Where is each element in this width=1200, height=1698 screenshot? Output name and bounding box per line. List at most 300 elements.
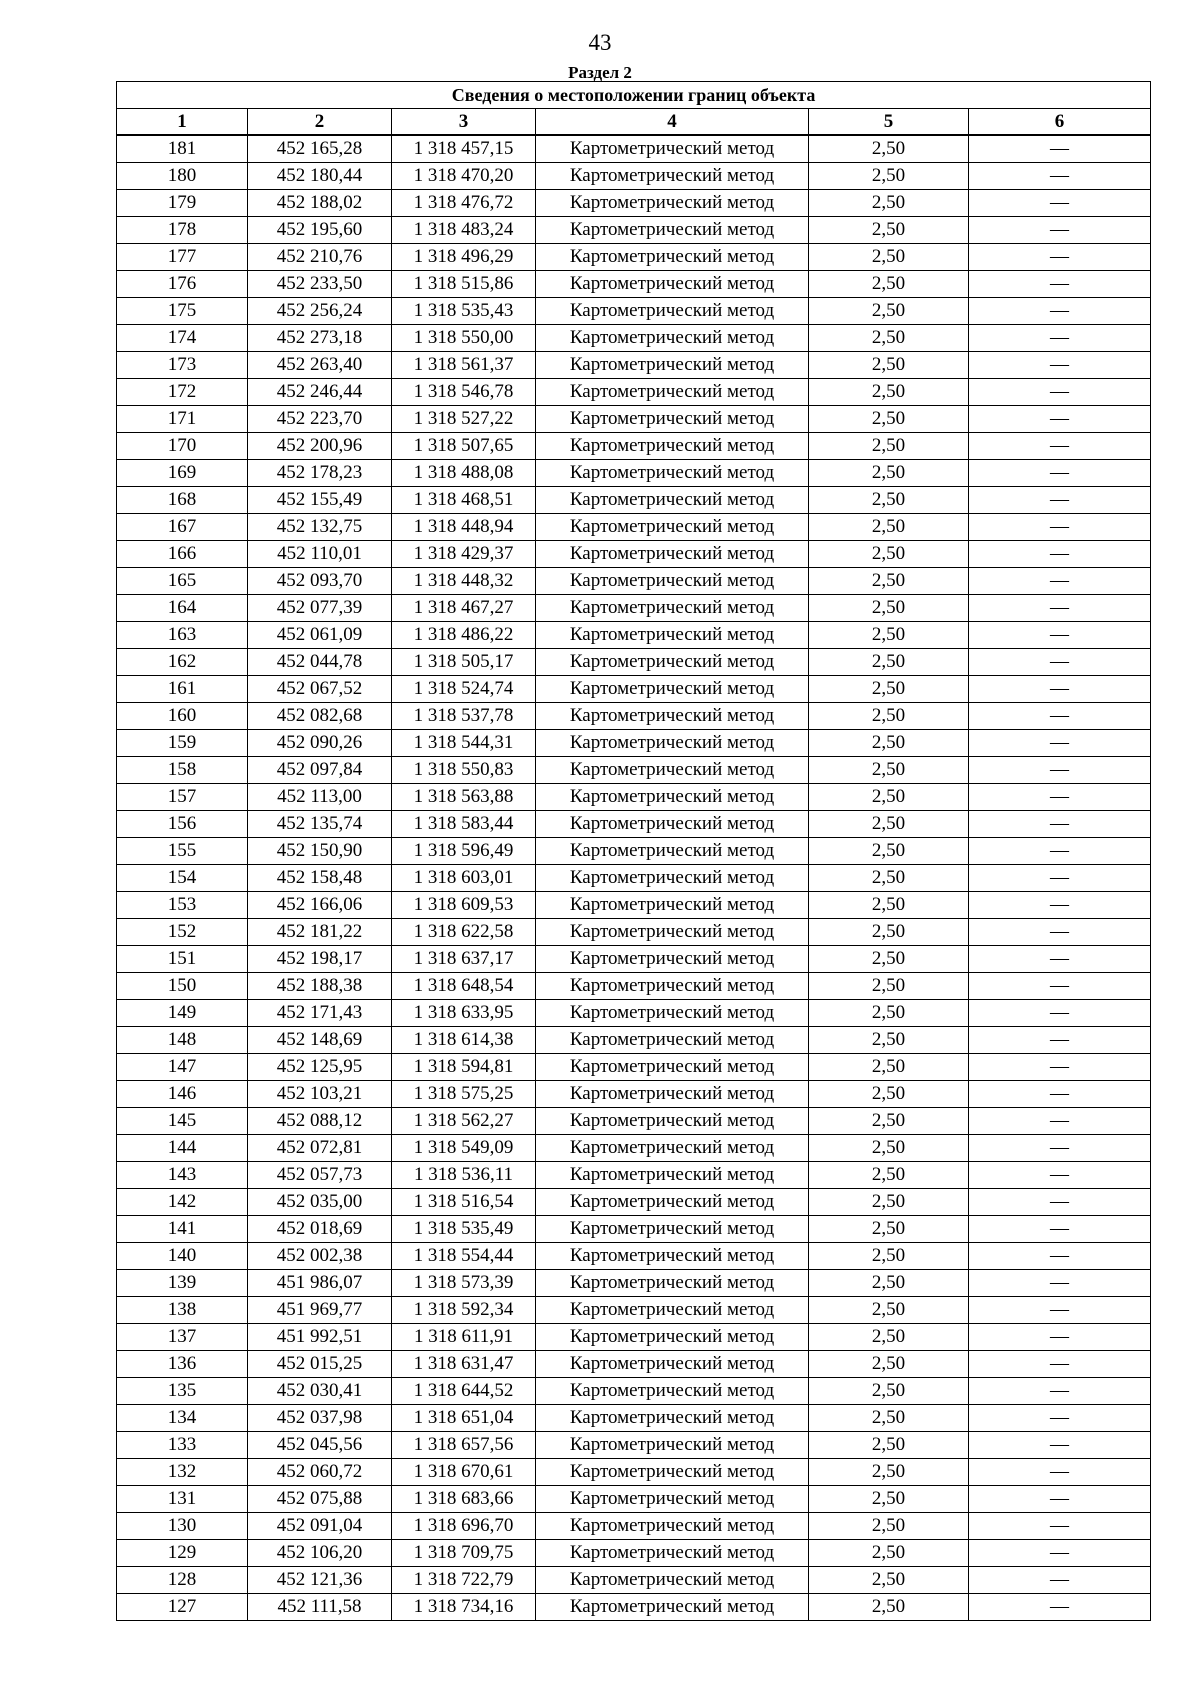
description-cell: — bbox=[969, 919, 1151, 946]
page-number: 43 bbox=[588, 30, 612, 55]
accuracy-cell: 2,50 bbox=[809, 487, 969, 514]
column-header-2: 2 bbox=[248, 109, 392, 136]
accuracy-cell: 2,50 bbox=[809, 1540, 969, 1567]
method-cell: Картометрический метод bbox=[536, 865, 809, 892]
coord-x-cell: 452 181,22 bbox=[248, 919, 392, 946]
method-cell: Картометрический метод bbox=[536, 649, 809, 676]
accuracy-cell: 2,50 bbox=[809, 325, 969, 352]
section-title: Раздел 2 bbox=[568, 63, 632, 82]
table-row bbox=[117, 190, 1151, 217]
coord-y-cell: 1 318 609,53 bbox=[392, 892, 536, 919]
coord-y-cell: 1 318 496,29 bbox=[392, 244, 536, 271]
coord-y-cell: 1 318 633,95 bbox=[392, 1000, 536, 1027]
point-number-cell: 155 bbox=[117, 838, 248, 865]
method-cell: Картометрический метод bbox=[536, 784, 809, 811]
method-cell: Картометрический метод bbox=[536, 757, 809, 784]
table-row bbox=[117, 1351, 1151, 1378]
description-cell: — bbox=[969, 973, 1151, 1000]
table-row bbox=[117, 1216, 1151, 1243]
method-cell: Картометрический метод bbox=[536, 568, 809, 595]
point-number-cell: 141 bbox=[117, 1216, 248, 1243]
table-row bbox=[117, 838, 1151, 865]
table-row bbox=[117, 514, 1151, 541]
coord-y-cell: 1 318 516,54 bbox=[392, 1189, 536, 1216]
coord-y-cell: 1 318 467,27 bbox=[392, 595, 536, 622]
point-number-cell: 164 bbox=[117, 595, 248, 622]
coord-y-cell: 1 318 603,01 bbox=[392, 865, 536, 892]
description-cell: — bbox=[969, 217, 1151, 244]
table-row bbox=[117, 1324, 1151, 1351]
point-number-cell: 131 bbox=[117, 1486, 248, 1513]
description-cell: — bbox=[969, 568, 1151, 595]
accuracy-cell: 2,50 bbox=[809, 1216, 969, 1243]
description-cell: — bbox=[969, 1459, 1151, 1486]
accuracy-cell: 2,50 bbox=[809, 757, 969, 784]
coord-y-cell: 1 318 611,91 bbox=[392, 1324, 536, 1351]
accuracy-cell: 2,50 bbox=[809, 676, 969, 703]
method-cell: Картометрический метод bbox=[536, 1189, 809, 1216]
coord-y-cell: 1 318 537,78 bbox=[392, 703, 536, 730]
coord-x-cell: 452 200,96 bbox=[248, 433, 392, 460]
coord-x-cell: 451 992,51 bbox=[248, 1324, 392, 1351]
point-number-cell: 129 bbox=[117, 1540, 248, 1567]
accuracy-cell: 2,50 bbox=[809, 595, 969, 622]
accuracy-cell: 2,50 bbox=[809, 271, 969, 298]
point-number-cell: 168 bbox=[117, 487, 248, 514]
table-row bbox=[117, 919, 1151, 946]
table-row bbox=[117, 1189, 1151, 1216]
description-cell: — bbox=[969, 892, 1151, 919]
method-cell: Картометрический метод bbox=[536, 271, 809, 298]
description-cell: — bbox=[969, 541, 1151, 568]
method-cell: Картометрический метод bbox=[536, 1054, 809, 1081]
description-cell: — bbox=[969, 1216, 1151, 1243]
point-number-cell: 142 bbox=[117, 1189, 248, 1216]
accuracy-cell: 2,50 bbox=[809, 433, 969, 460]
table-row bbox=[117, 1567, 1151, 1594]
coord-y-cell: 1 318 637,17 bbox=[392, 946, 536, 973]
coord-y-cell: 1 318 535,43 bbox=[392, 298, 536, 325]
table-row bbox=[117, 757, 1151, 784]
coord-y-cell: 1 318 573,39 bbox=[392, 1270, 536, 1297]
description-cell: — bbox=[969, 190, 1151, 217]
coord-y-cell: 1 318 563,88 bbox=[392, 784, 536, 811]
method-cell: Картометрический метод bbox=[536, 1270, 809, 1297]
point-number-cell: 127 bbox=[117, 1594, 248, 1621]
method-cell: Картометрический метод bbox=[536, 730, 809, 757]
accuracy-cell: 2,50 bbox=[809, 1351, 969, 1378]
point-number-cell: 132 bbox=[117, 1459, 248, 1486]
coord-x-cell: 451 986,07 bbox=[248, 1270, 392, 1297]
method-cell: Картометрический метод bbox=[536, 487, 809, 514]
coord-x-cell: 452 195,60 bbox=[248, 217, 392, 244]
method-cell: Картометрический метод bbox=[536, 325, 809, 352]
coord-y-cell: 1 318 457,15 bbox=[392, 135, 536, 163]
table-row bbox=[117, 676, 1151, 703]
point-number-cell: 135 bbox=[117, 1378, 248, 1405]
accuracy-cell: 2,50 bbox=[809, 838, 969, 865]
accuracy-cell: 2,50 bbox=[809, 352, 969, 379]
accuracy-cell: 2,50 bbox=[809, 1054, 969, 1081]
description-cell: — bbox=[969, 163, 1151, 190]
coord-y-cell: 1 318 483,24 bbox=[392, 217, 536, 244]
coord-y-cell: 1 318 550,00 bbox=[392, 325, 536, 352]
table-row bbox=[117, 1540, 1151, 1567]
accuracy-cell: 2,50 bbox=[809, 1378, 969, 1405]
description-cell: — bbox=[969, 379, 1151, 406]
method-cell: Картометрический метод bbox=[536, 1540, 809, 1567]
description-cell: — bbox=[969, 1540, 1151, 1567]
method-cell: Картометрический метод bbox=[536, 1513, 809, 1540]
coord-y-cell: 1 318 648,54 bbox=[392, 973, 536, 1000]
coord-x-cell: 452 166,06 bbox=[248, 892, 392, 919]
method-cell: Картометрический метод bbox=[536, 811, 809, 838]
coord-x-cell: 452 121,36 bbox=[248, 1567, 392, 1594]
coord-y-cell: 1 318 524,74 bbox=[392, 676, 536, 703]
method-cell: Картометрический метод bbox=[536, 1486, 809, 1513]
method-cell: Картометрический метод bbox=[536, 514, 809, 541]
table-row bbox=[117, 622, 1151, 649]
coord-y-cell: 1 318 429,37 bbox=[392, 541, 536, 568]
accuracy-cell: 2,50 bbox=[809, 1270, 969, 1297]
point-number-cell: 130 bbox=[117, 1513, 248, 1540]
table-caption: Сведения о местоположении границ объекта bbox=[117, 82, 1151, 109]
coord-x-cell: 452 002,38 bbox=[248, 1243, 392, 1270]
table-body bbox=[117, 135, 1151, 1621]
accuracy-cell: 2,50 bbox=[809, 1324, 969, 1351]
point-number-cell: 178 bbox=[117, 217, 248, 244]
coord-y-cell: 1 318 448,94 bbox=[392, 514, 536, 541]
accuracy-cell: 2,50 bbox=[809, 135, 969, 163]
description-cell: — bbox=[969, 703, 1151, 730]
description-cell: — bbox=[969, 352, 1151, 379]
table-row bbox=[117, 217, 1151, 244]
point-number-cell: 160 bbox=[117, 703, 248, 730]
method-cell: Картометрический метод bbox=[536, 1108, 809, 1135]
coord-x-cell: 452 067,52 bbox=[248, 676, 392, 703]
point-number-cell: 146 bbox=[117, 1081, 248, 1108]
coord-x-cell: 452 246,44 bbox=[248, 379, 392, 406]
accuracy-cell: 2,50 bbox=[809, 568, 969, 595]
coord-x-cell: 452 233,50 bbox=[248, 271, 392, 298]
table-row bbox=[117, 541, 1151, 568]
coord-y-cell: 1 318 614,38 bbox=[392, 1027, 536, 1054]
coord-x-cell: 452 256,24 bbox=[248, 298, 392, 325]
accuracy-cell: 2,50 bbox=[809, 1135, 969, 1162]
coord-x-cell: 452 165,28 bbox=[248, 135, 392, 163]
coord-y-cell: 1 318 544,31 bbox=[392, 730, 536, 757]
point-number-cell: 158 bbox=[117, 757, 248, 784]
point-number-cell: 140 bbox=[117, 1243, 248, 1270]
coord-x-cell: 452 171,43 bbox=[248, 1000, 392, 1027]
coord-y-cell: 1 318 468,51 bbox=[392, 487, 536, 514]
method-cell: Картометрический метод bbox=[536, 190, 809, 217]
table-row bbox=[117, 1486, 1151, 1513]
point-number-cell: 169 bbox=[117, 460, 248, 487]
method-cell: Картометрический метод bbox=[536, 1000, 809, 1027]
description-cell: — bbox=[969, 1189, 1151, 1216]
coord-x-cell: 452 035,00 bbox=[248, 1189, 392, 1216]
coord-x-cell: 452 198,17 bbox=[248, 946, 392, 973]
coord-y-cell: 1 318 722,79 bbox=[392, 1567, 536, 1594]
coord-y-cell: 1 318 546,78 bbox=[392, 379, 536, 406]
boundary-coordinates-table bbox=[116, 81, 1151, 1621]
table-row bbox=[117, 352, 1151, 379]
table-row bbox=[117, 595, 1151, 622]
coord-x-cell: 452 015,25 bbox=[248, 1351, 392, 1378]
point-number-cell: 174 bbox=[117, 325, 248, 352]
point-number-cell: 166 bbox=[117, 541, 248, 568]
coord-x-cell: 452 097,84 bbox=[248, 757, 392, 784]
table-row bbox=[117, 865, 1151, 892]
coord-y-cell: 1 318 592,34 bbox=[392, 1297, 536, 1324]
point-number-cell: 137 bbox=[117, 1324, 248, 1351]
accuracy-cell: 2,50 bbox=[809, 1243, 969, 1270]
coord-x-cell: 452 148,69 bbox=[248, 1027, 392, 1054]
accuracy-cell: 2,50 bbox=[809, 460, 969, 487]
table-row bbox=[117, 163, 1151, 190]
point-number-cell: 151 bbox=[117, 946, 248, 973]
coord-x-cell: 452 188,02 bbox=[248, 190, 392, 217]
point-number-cell: 179 bbox=[117, 190, 248, 217]
table-row bbox=[117, 1162, 1151, 1189]
point-number-cell: 161 bbox=[117, 676, 248, 703]
coord-x-cell: 452 106,20 bbox=[248, 1540, 392, 1567]
description-cell: — bbox=[969, 460, 1151, 487]
point-number-cell: 149 bbox=[117, 1000, 248, 1027]
coord-y-cell: 1 318 670,61 bbox=[392, 1459, 536, 1486]
description-cell: — bbox=[969, 406, 1151, 433]
coord-x-cell: 452 018,69 bbox=[248, 1216, 392, 1243]
column-header-1: 1 bbox=[117, 109, 248, 136]
coord-y-cell: 1 318 554,44 bbox=[392, 1243, 536, 1270]
method-cell: Картометрический метод bbox=[536, 676, 809, 703]
coord-x-cell: 452 045,56 bbox=[248, 1432, 392, 1459]
description-cell: — bbox=[969, 865, 1151, 892]
description-cell: — bbox=[969, 1378, 1151, 1405]
method-cell: Картометрический метод bbox=[536, 892, 809, 919]
coord-x-cell: 452 072,81 bbox=[248, 1135, 392, 1162]
accuracy-cell: 2,50 bbox=[809, 1567, 969, 1594]
coord-y-cell: 1 318 535,49 bbox=[392, 1216, 536, 1243]
method-cell: Картометрический метод bbox=[536, 1459, 809, 1486]
description-cell: — bbox=[969, 1324, 1151, 1351]
accuracy-cell: 2,50 bbox=[809, 379, 969, 406]
description-cell: — bbox=[969, 622, 1151, 649]
coord-x-cell: 452 091,04 bbox=[248, 1513, 392, 1540]
coord-x-cell: 452 113,00 bbox=[248, 784, 392, 811]
table-row bbox=[117, 946, 1151, 973]
accuracy-cell: 2,50 bbox=[809, 892, 969, 919]
accuracy-cell: 2,50 bbox=[809, 1000, 969, 1027]
method-cell: Картометрический метод bbox=[536, 433, 809, 460]
coord-y-cell: 1 318 594,81 bbox=[392, 1054, 536, 1081]
column-header-4: 4 bbox=[536, 109, 809, 136]
point-number-cell: 150 bbox=[117, 973, 248, 1000]
coord-y-cell: 1 318 505,17 bbox=[392, 649, 536, 676]
description-cell: — bbox=[969, 676, 1151, 703]
description-cell: — bbox=[969, 649, 1151, 676]
table-row bbox=[117, 649, 1151, 676]
coord-y-cell: 1 318 583,44 bbox=[392, 811, 536, 838]
table-row bbox=[117, 244, 1151, 271]
coord-y-cell: 1 318 549,09 bbox=[392, 1135, 536, 1162]
table-row bbox=[117, 1432, 1151, 1459]
table-row bbox=[117, 1513, 1151, 1540]
table-row bbox=[117, 1459, 1151, 1486]
method-cell: Картометрический метод bbox=[536, 244, 809, 271]
accuracy-cell: 2,50 bbox=[809, 919, 969, 946]
accuracy-cell: 2,50 bbox=[809, 541, 969, 568]
description-cell: — bbox=[969, 811, 1151, 838]
description-cell: — bbox=[969, 244, 1151, 271]
method-cell: Картометрический метод bbox=[536, 1405, 809, 1432]
table-row bbox=[117, 487, 1151, 514]
coord-x-cell: 452 125,95 bbox=[248, 1054, 392, 1081]
description-cell: — bbox=[969, 1297, 1151, 1324]
method-cell: Картометрический метод bbox=[536, 1378, 809, 1405]
point-number-cell: 162 bbox=[117, 649, 248, 676]
coord-y-cell: 1 318 486,22 bbox=[392, 622, 536, 649]
coord-x-cell: 452 135,74 bbox=[248, 811, 392, 838]
description-cell: — bbox=[969, 271, 1151, 298]
method-cell: Картометрический метод bbox=[536, 1162, 809, 1189]
coord-y-cell: 1 318 536,11 bbox=[392, 1162, 536, 1189]
coord-y-cell: 1 318 596,49 bbox=[392, 838, 536, 865]
accuracy-cell: 2,50 bbox=[809, 217, 969, 244]
table-row bbox=[117, 460, 1151, 487]
point-number-cell: 165 bbox=[117, 568, 248, 595]
method-cell: Картометрический метод bbox=[536, 352, 809, 379]
column-header-5: 5 bbox=[809, 109, 969, 136]
table-row bbox=[117, 379, 1151, 406]
point-number-cell: 167 bbox=[117, 514, 248, 541]
table-row bbox=[117, 1108, 1151, 1135]
description-cell: — bbox=[969, 1405, 1151, 1432]
accuracy-cell: 2,50 bbox=[809, 811, 969, 838]
description-cell: — bbox=[969, 730, 1151, 757]
column-header-6: 6 bbox=[969, 109, 1151, 136]
accuracy-cell: 2,50 bbox=[809, 190, 969, 217]
description-cell: — bbox=[969, 946, 1151, 973]
description-cell: — bbox=[969, 1432, 1151, 1459]
coord-x-cell: 452 273,18 bbox=[248, 325, 392, 352]
table-row bbox=[117, 1270, 1151, 1297]
table-row bbox=[117, 703, 1151, 730]
description-cell: — bbox=[969, 1567, 1151, 1594]
description-cell: — bbox=[969, 1513, 1151, 1540]
description-cell: — bbox=[969, 1243, 1151, 1270]
description-cell: — bbox=[969, 757, 1151, 784]
method-cell: Картометрический метод bbox=[536, 298, 809, 325]
point-number-cell: 163 bbox=[117, 622, 248, 649]
description-cell: — bbox=[969, 595, 1151, 622]
point-number-cell: 171 bbox=[117, 406, 248, 433]
coord-y-cell: 1 318 709,75 bbox=[392, 1540, 536, 1567]
method-cell: Картометрический метод bbox=[536, 406, 809, 433]
coord-x-cell: 452 150,90 bbox=[248, 838, 392, 865]
table-row bbox=[117, 1405, 1151, 1432]
table-row bbox=[117, 298, 1151, 325]
method-cell: Картометрический метод bbox=[536, 1351, 809, 1378]
accuracy-cell: 2,50 bbox=[809, 1297, 969, 1324]
method-cell: Картометрический метод bbox=[536, 919, 809, 946]
accuracy-cell: 2,50 bbox=[809, 1405, 969, 1432]
description-cell: — bbox=[969, 1081, 1151, 1108]
table-row bbox=[117, 1000, 1151, 1027]
point-number-cell: 170 bbox=[117, 433, 248, 460]
accuracy-cell: 2,50 bbox=[809, 163, 969, 190]
accuracy-cell: 2,50 bbox=[809, 649, 969, 676]
description-cell: — bbox=[969, 1027, 1151, 1054]
coord-x-cell: 452 077,39 bbox=[248, 595, 392, 622]
table-row bbox=[117, 784, 1151, 811]
point-number-cell: 176 bbox=[117, 271, 248, 298]
method-cell: Картометрический метод bbox=[536, 622, 809, 649]
point-number-cell: 134 bbox=[117, 1405, 248, 1432]
method-cell: Картометрический метод bbox=[536, 135, 809, 163]
method-cell: Картометрический метод bbox=[536, 1135, 809, 1162]
point-number-cell: 181 bbox=[117, 135, 248, 163]
accuracy-cell: 2,50 bbox=[809, 1162, 969, 1189]
description-cell: — bbox=[969, 487, 1151, 514]
coord-y-cell: 1 318 734,16 bbox=[392, 1594, 536, 1621]
method-cell: Картометрический метод bbox=[536, 1297, 809, 1324]
coord-y-cell: 1 318 515,86 bbox=[392, 271, 536, 298]
table-row bbox=[117, 1378, 1151, 1405]
description-cell: — bbox=[969, 325, 1151, 352]
point-number-cell: 143 bbox=[117, 1162, 248, 1189]
coord-y-cell: 1 318 644,52 bbox=[392, 1378, 536, 1405]
method-cell: Картометрический метод bbox=[536, 946, 809, 973]
point-number-cell: 133 bbox=[117, 1432, 248, 1459]
accuracy-cell: 2,50 bbox=[809, 298, 969, 325]
coord-y-cell: 1 318 448,32 bbox=[392, 568, 536, 595]
method-cell: Картометрический метод bbox=[536, 379, 809, 406]
method-cell: Картометрический метод bbox=[536, 1027, 809, 1054]
table-row bbox=[117, 1243, 1151, 1270]
point-number-cell: 172 bbox=[117, 379, 248, 406]
accuracy-cell: 2,50 bbox=[809, 1486, 969, 1513]
coord-x-cell: 452 061,09 bbox=[248, 622, 392, 649]
coord-x-cell: 452 132,75 bbox=[248, 514, 392, 541]
coord-x-cell: 452 090,26 bbox=[248, 730, 392, 757]
table-row bbox=[117, 892, 1151, 919]
coord-x-cell: 452 263,40 bbox=[248, 352, 392, 379]
point-number-cell: 154 bbox=[117, 865, 248, 892]
method-cell: Картометрический метод bbox=[536, 1567, 809, 1594]
table-row bbox=[117, 433, 1151, 460]
description-cell: — bbox=[969, 135, 1151, 163]
accuracy-cell: 2,50 bbox=[809, 784, 969, 811]
point-number-cell: 173 bbox=[117, 352, 248, 379]
description-cell: — bbox=[969, 298, 1151, 325]
description-cell: — bbox=[969, 784, 1151, 811]
table-row bbox=[117, 568, 1151, 595]
method-cell: Картометрический метод bbox=[536, 163, 809, 190]
coord-y-cell: 1 318 651,04 bbox=[392, 1405, 536, 1432]
coord-x-cell: 452 210,76 bbox=[248, 244, 392, 271]
column-header-row bbox=[117, 109, 1151, 136]
point-number-cell: 144 bbox=[117, 1135, 248, 1162]
coord-x-cell: 452 057,73 bbox=[248, 1162, 392, 1189]
coord-y-cell: 1 318 562,27 bbox=[392, 1108, 536, 1135]
coord-x-cell: 452 044,78 bbox=[248, 649, 392, 676]
coord-x-cell: 452 093,70 bbox=[248, 568, 392, 595]
coord-x-cell: 452 060,72 bbox=[248, 1459, 392, 1486]
method-cell: Картометрический метод bbox=[536, 541, 809, 568]
accuracy-cell: 2,50 bbox=[809, 244, 969, 271]
